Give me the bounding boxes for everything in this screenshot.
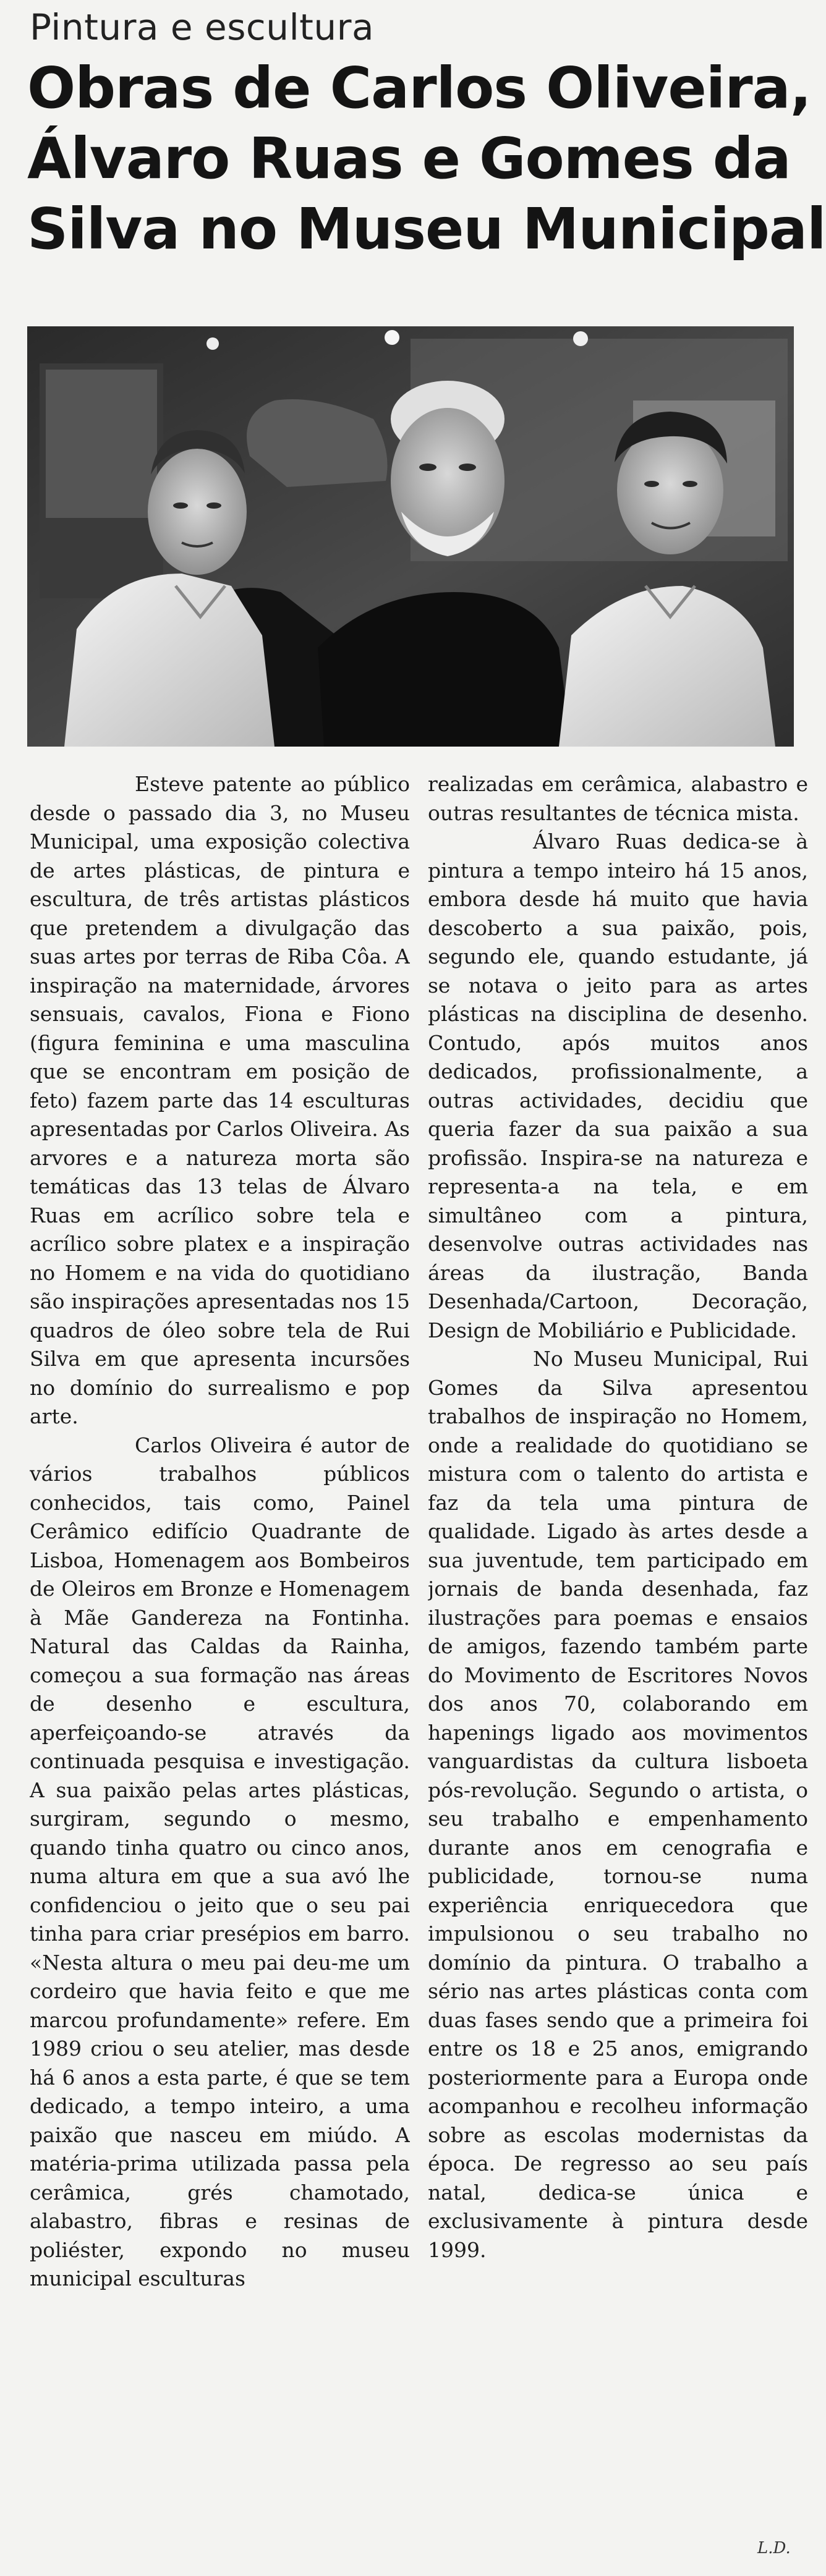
headline-line: Obras de Carlos Oliveira,: [27, 55, 811, 121]
author-signature: L.D.: [757, 2539, 791, 2557]
article-photo: [27, 326, 794, 747]
three-men-photo-illustration: [27, 326, 794, 747]
section-kicker: Pintura e escultura: [30, 6, 375, 48]
paragraph: Esteve patente ao público desde o passado dia 3, no Museu Municipal, uma exposição colectiva de artes plásticas, de pintura e escultura, de três artistas plásticos que pretendem a divulgação das suas artes por terras de Riba Côa. A inspiração na maternidade, árvores sensuais, cavalos, Fiona e Fiono (figura feminina e uma masculina que se encontram em posição de feto) fazem parte das 14 esculturas apresentadas por Carlos Oliveira. As arvores e a natureza morta são temáticas das 13 telas de Álvaro Ruas em acrílico sobre tela e acrílico sobre platex e a inspiração no Homem e na vida do quotidiano são inspirações apresentadas nos 15 quadros de óleo sobre tela de Rui Silva em que apresenta incursões no domínio do surrealismo e pop arte.: [30, 772, 410, 1428]
paragraph: Carlos Oliveira é autor de vários trabalhos públicos conhecidos, tais como, Painel Cerâmico edifício Quadrante de Lisboa, Homenagem aos Bombeiros de Oleiros em Bronze e Homenagem à Mãe Gandereza na Fontinha. Natural das Caldas da Rainha, começou a sua formação nas áreas de desenho e escultura, aperfeiçoando-se através da continuada pesquisa e investigação. A sua paixão pelas artes plásticas, surgiram, segundo o mesmo, quando tinha quatro ou cinco anos, numa altura em que a sua avó lhe confidenciou o jeito que o seu pai tinha para criar presépios em barro. «Nesta altura o meu pai deu-me um cordeiro que havia feito e que me marcou profundamente» refere. Em 1989 criou o seu atelier, mas desde há 6 anos a esta parte, é que se tem dedicado, a tempo inteiro, a uma paixão que nasceu em miúdo. A matéria-prima utilizada passa pela cerâmica, grés chamotado, alabastro, fibras e resinas de poliéster, expondo no museu municipal esculturas: [30, 1433, 410, 2290]
headline-line: Álvaro Ruas e Gomes da: [27, 125, 791, 192]
article-headline: [27, 53, 826, 265]
headline-line: Silva no Museu Municipal: [27, 196, 826, 262]
text-column-left: [30, 770, 410, 2538]
paragraph: No Museu Municipal, Rui Gomes da Silva apresentou trabalhos de inspiração no Homem, onde a realidade do quotidiano se mistura com o talento do artista e faz da tela uma pintura de qualidade. Ligado às artes desde a sua juventude, tem participado em jornais de banda desenhada, faz ilustrações para poemas e ensaios de amigos, fazendo também parte do Movimento de Escritores Novos dos anos 70, colaborando em hapenings ligado aos movimentos vanguardistas da cultura lisboeta pós-revolução. Segundo o artista, o seu trabalho e empenhamento durante anos em cenografia e publicidade, tornou-se numa experiência enriquecedora que impulsionou o seu trabalho no domínio da pintura. O trabalho a sério nas artes plásticas conta com duas fases sendo que a primeira foi entre os 18 e 25 anos, emigrando posteriormente para a Europa onde acompanhou e recolheu informação sobre as escolas modernistas da época. De regresso ao seu país natal, dedica-se única e exclusivamente à pintura desde 1999.: [428, 1347, 808, 2262]
text-column-right: [428, 770, 808, 2538]
paragraph: Álvaro Ruas dedica-se à pintura a tempo inteiro há 15 anos, embora desde há muito que havia descoberto a sua paixão, pois, segundo ele, quando estudante, já se notava o jeito para as artes plásticas na disciplina de desenho. Contudo, após muitos anos dedicados, profissionalmente, a outras actividades, decidiu que queria fazer da sua paixão a sua profissão. Inspira-se na natureza e representa-a na tela, e em simultâneo com a pintura, desenvolve outras actividades nas áreas da ilustração, Banda Desenhada/Cartoon, Decoração, Design de Mobiliário e Publicidade.: [428, 829, 808, 1342]
paragraph-continuation: realizadas em cerâmica, alabastro e outras resultantes de técnica mista.: [428, 772, 808, 825]
